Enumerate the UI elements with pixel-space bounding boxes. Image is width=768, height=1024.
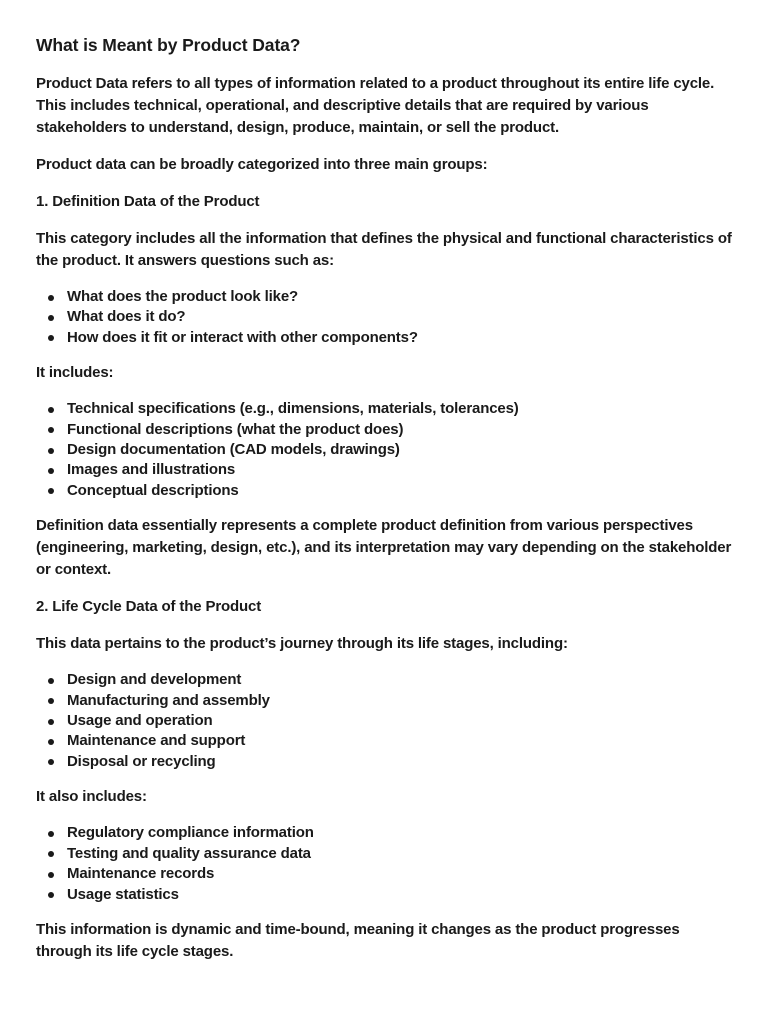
section2-also-includes-list	[36, 823, 732, 905]
list-item	[67, 460, 732, 480]
bullet-icon	[48, 448, 54, 454]
list-item	[67, 752, 732, 772]
list-item	[67, 823, 732, 843]
section2-also-includes-label: It also includes:	[36, 788, 147, 806]
list-item	[67, 885, 732, 905]
list-item	[67, 864, 732, 884]
list-item	[67, 307, 732, 327]
bullet-icon	[48, 759, 54, 765]
list-item	[67, 670, 732, 690]
section2-heading: 2. Life Cycle Data of the Product	[36, 598, 262, 616]
section2-summary: This information is dynamic and time-bound, meaning it changes as the product progresses through its life cycle stages.	[36, 920, 680, 960]
bullet-icon	[48, 739, 54, 745]
list-item	[67, 420, 732, 440]
bullet-icon	[48, 407, 54, 413]
list-item-text: Design and development	[67, 671, 242, 689]
list-item	[67, 399, 732, 419]
section2-description: This data pertains to the product’s journey through its life stages, including:	[36, 635, 568, 653]
bullet-icon	[48, 698, 54, 704]
list-item	[67, 287, 732, 307]
bullet-icon	[48, 468, 54, 474]
list-item-text: Regulatory compliance information	[67, 824, 314, 842]
intro-paragraph: Product Data refers to all types of information related to a product throughout its entire life cycle. This includes technical, operational, and descriptive details that are required by various stakeholders to understand, design, produce, maintain, or sell the product.	[36, 75, 715, 136]
list-item-text: What does it do?	[67, 308, 186, 326]
categories-intro: Product data can be broadly categorized into three main groups:	[36, 156, 488, 173]
section2-stages-list	[36, 670, 732, 772]
list-item-text: Maintenance records	[67, 865, 215, 883]
list-item-text: Usage and operation	[67, 712, 213, 730]
bullet-icon	[48, 892, 54, 898]
bullet-icon	[48, 315, 54, 321]
section1-heading: 1. Definition Data of the Product	[36, 193, 260, 210]
list-item-text: Images and illustrations	[67, 461, 236, 479]
list-item-text: Design documentation (CAD models, drawings)	[67, 441, 400, 459]
list-item	[67, 711, 732, 731]
list-item-text: Maintenance and support	[67, 732, 246, 750]
list-item	[67, 328, 732, 348]
list-item-text: Functional descriptions (what the product does)	[67, 420, 404, 438]
list-item-text: Testing and quality assurance data	[67, 844, 311, 862]
bullet-icon	[48, 872, 54, 878]
list-item	[67, 844, 732, 864]
page-title: What is Meant by Product Data?	[36, 35, 301, 55]
section1-description: This category includes all the information that defines the physical and functional characteristics of the product. It answers questions such as:	[36, 230, 732, 269]
list-item	[67, 731, 732, 751]
bullet-icon	[48, 831, 54, 837]
list-item-text: Disposal or recycling	[67, 752, 216, 770]
bullet-icon	[48, 851, 54, 857]
list-item-text: How does it fit or interact with other components?	[67, 328, 418, 346]
list-item-text: Technical specifications (e.g., dimensions, materials, tolerances)	[67, 400, 519, 418]
section1-summary: Definition data essentially represents a complete product definition from various perspectives (engineering, marketing, design, etc.), and its interpretation may vary depending on the stakeholder or context.	[36, 517, 732, 579]
list-item-text: Manufacturing and assembly	[67, 691, 270, 709]
bullet-icon	[48, 719, 54, 725]
list-item	[67, 440, 732, 460]
list-item-text: Conceptual descriptions	[67, 481, 239, 499]
bullet-icon	[48, 427, 54, 433]
bullet-icon	[48, 488, 54, 494]
bullet-icon	[48, 678, 54, 684]
list-item-text: What does the product look like?	[67, 288, 299, 305]
section1-includes-label: It includes:	[36, 364, 114, 382]
list-item	[67, 691, 732, 711]
bullet-icon	[48, 335, 54, 341]
list-item	[67, 481, 732, 501]
section1-questions-list	[36, 287, 732, 348]
bullet-icon	[48, 295, 54, 301]
list-item-text: Usage statistics	[67, 885, 179, 903]
section1-includes-list	[36, 399, 732, 501]
